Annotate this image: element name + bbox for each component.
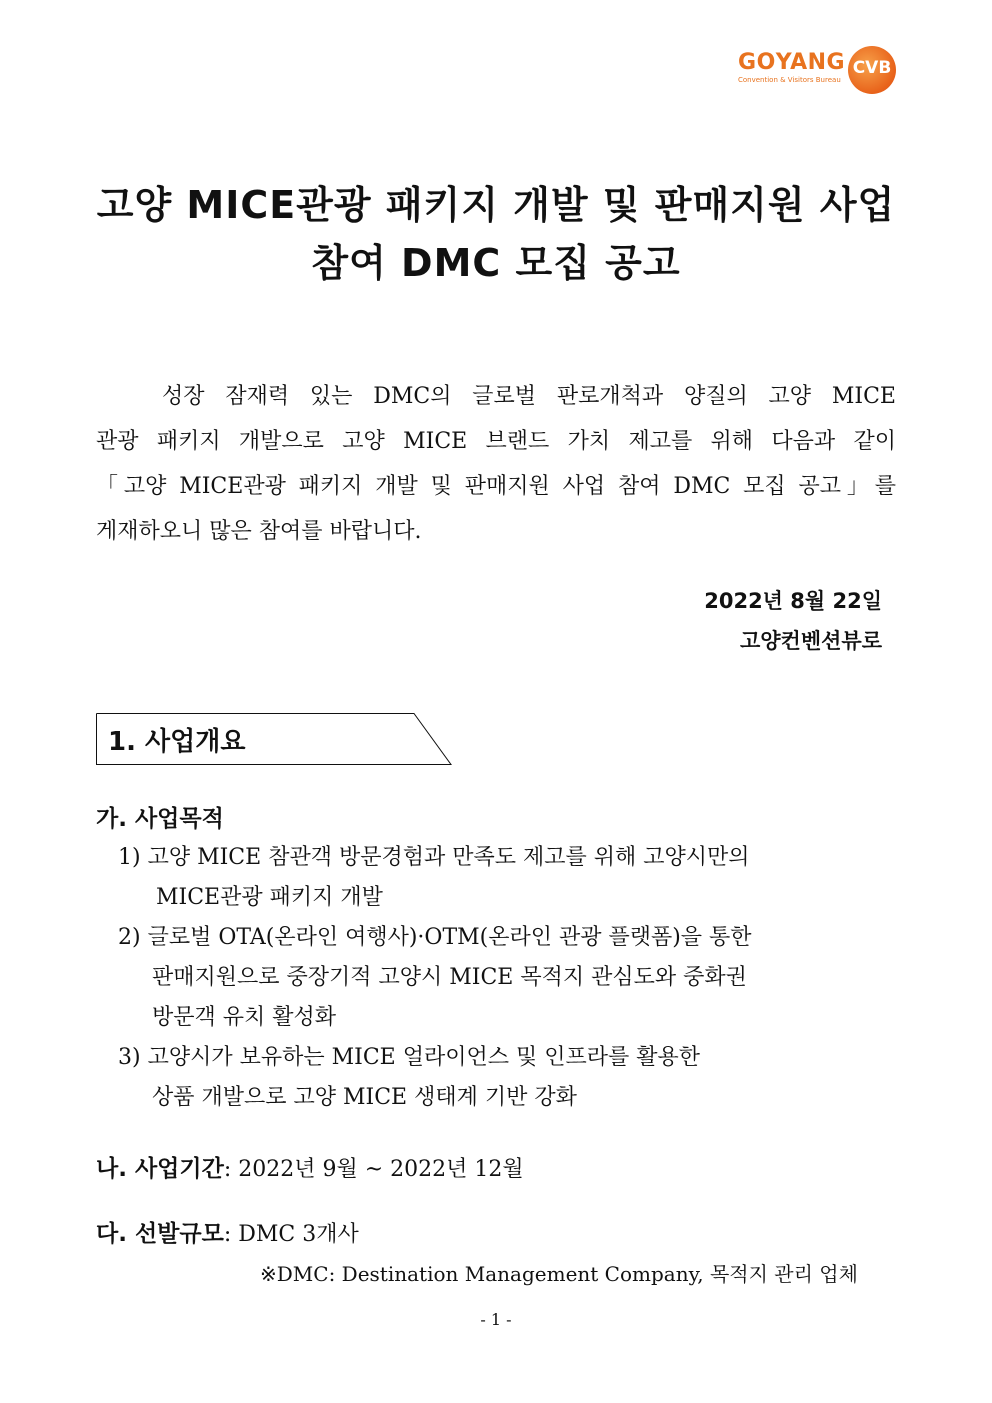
item-number: 1) <box>118 845 141 870</box>
intro-line: 관광 패키지 개발으로 고양 MICE 브랜드 가치 제고를 위해 다음과 같이 <box>96 429 896 454</box>
item-text: 고양 MICE 참관객 방문경험과 만족도 제고를 위해 고양시만의 <box>147 845 750 870</box>
purpose-item-3 <box>118 1040 700 1071</box>
item-text: 고양시가 보유하는 MICE 얼라이언스 및 인프라를 활용한 <box>147 1045 700 1070</box>
intro-line: 「고양 MICE관광 패키지 개발 및 판매지원 사업 참여 DMC 모집 공고」를 <box>96 474 896 499</box>
organization-name: 고양컨벤션뷰로 <box>739 629 882 653</box>
purpose-item-2-cont: 판매지원으로 중장기적 고양시 MICE 목적지 관심도와 중화권 <box>152 965 747 990</box>
scale-row <box>96 1215 359 1248</box>
purpose-item-2-cont: 방문객 유치 활성화 <box>152 1005 337 1030</box>
page-number: - 1 - <box>480 1310 512 1329</box>
scale-value: : DMC 3개사 <box>223 1222 359 1247</box>
intro-line: 게재하오니 많은 참여를 바랍니다. <box>96 519 422 544</box>
goyang-cvb-logo <box>732 40 902 100</box>
item-text: 글로벌 OTA(온라인 여행사)·OTM(온라인 관광 플랫폼)을 통한 <box>147 925 752 950</box>
period-value: : 2022년 9월 ~ 2022년 12월 <box>223 1157 524 1182</box>
logo-badge-circle <box>848 46 896 94</box>
document-title-line1: 고양 MICE관광 패키지 개발 및 판매지원 사업 <box>96 183 896 227</box>
section-header-box <box>96 713 452 765</box>
intro-line: 성장 잠재력 있는 DMC의 글로벌 판로개척과 양질의 고양 MICE <box>162 384 896 409</box>
logo-subtitle: Convention & Visitors Bureau <box>738 76 841 84</box>
section-title: 1. 사업개요 <box>108 727 246 757</box>
period-heading: 나. 사업기간 <box>96 1156 224 1182</box>
purpose-item-2 <box>118 920 752 951</box>
scale-heading: 다. 선발규모 <box>96 1221 224 1247</box>
dmc-footnote: ※DMC: Destination Management Company, 목적지 관리 업체 <box>260 1262 858 1286</box>
logo-o-glyph: O <box>756 50 776 75</box>
logo-wordmark: GOYANG <box>738 50 846 75</box>
item-number: 2) <box>118 925 141 950</box>
period-row <box>96 1150 524 1183</box>
purpose-heading: 가. 사업목적 <box>96 806 224 832</box>
item-number: 3) <box>118 1045 141 1070</box>
purpose-item-3-cont: 상품 개발으로 고양 MICE 생태계 기반 강화 <box>152 1085 577 1110</box>
purpose-item-1 <box>118 840 749 871</box>
logo-badge-text: CVB <box>852 58 892 78</box>
announcement-date: 2022년 8월 22일 <box>704 589 882 613</box>
purpose-item-1-cont: MICE관광 패키지 개발 <box>156 885 383 910</box>
intro-paragraph <box>96 374 896 554</box>
document-title-line2: 참여 DMC 모집 공고 <box>311 241 681 285</box>
